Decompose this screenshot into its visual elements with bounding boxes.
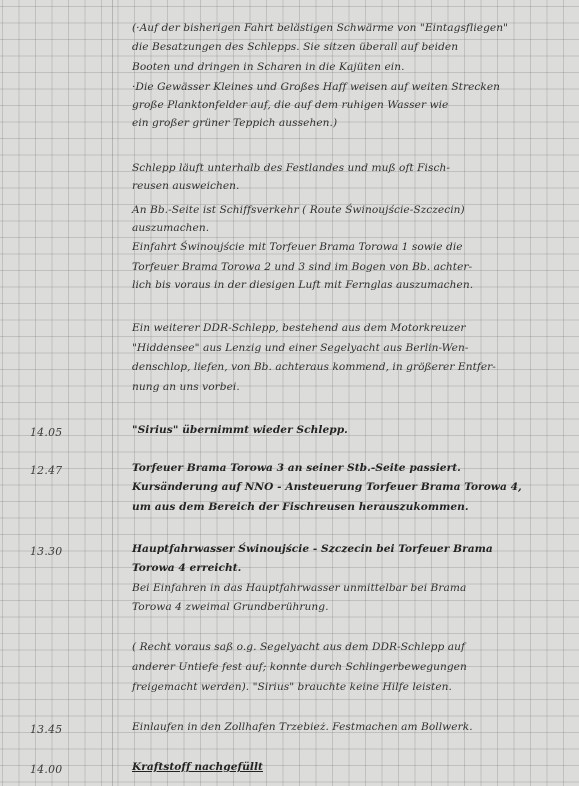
text-line: "Sirius" übernimmt wieder Schlepp.	[132, 424, 348, 436]
time-entry: 14.00	[30, 763, 63, 776]
text-line: Ein weiterer DDR-Schlepp, bestehend aus dem Motorkreuzer	[132, 322, 466, 334]
text-line: Kursänderung auf NNO - Ansteuerung Torfeuer Brama Torowa 4,	[132, 481, 522, 493]
time-entry: 12.47	[30, 464, 63, 477]
text-line: um aus dem Bereich der Fischreusen herauszukommen.	[132, 501, 469, 513]
text-line: (·Auf der bisherigen Fahrt belästigen Schwärme von "Eintagsfliegen"	[132, 22, 509, 34]
text-line: Torfeuer Brama Torowa 2 und 3 sind im Bogen von Bb. achter-	[132, 261, 473, 273]
time-entry: 13.30	[30, 545, 63, 558]
text-line: große Planktonfelder auf, die auf dem ruhigen Wasser wie	[132, 99, 449, 111]
text-line: Einfahrt Świnoujście mit Torfeuer Brama Torowa 1 sowie die	[132, 241, 463, 253]
text-line: die Besatzungen des Schlepps. Sie sitzen überall auf beiden	[132, 41, 459, 53]
text-line: anderer Untiefe fest auf; konnte durch Schlingerbewegungen	[132, 661, 467, 673]
text-line: Kraftstoff nachgefüllt	[132, 761, 263, 773]
text-line: Torowa 4 erreicht.	[132, 562, 242, 574]
time-entry: 13.45	[30, 723, 63, 736]
margin-line	[112, 0, 113, 786]
text-line: auszumachen.	[132, 222, 210, 234]
text-line: Booten und dringen in Scharen in die Kajüten ein.	[132, 61, 405, 73]
text-line: ·Die Gewässer Kleines und Großes Haff weisen auf weiten Strecken	[132, 81, 501, 93]
text-line: ein großer grüner Teppich aussehen.)	[132, 117, 338, 129]
text-line: Torowa 4 zweimal Grundberührung.	[132, 601, 329, 613]
text-line: reusen ausweichen.	[132, 180, 240, 192]
text-line: lich bis voraus in der diesigen Luft mit Fernglas auszumachen.	[132, 279, 474, 291]
text-line: ( Recht voraus saß o.g. Segelyacht aus dem DDR-Schlepp auf	[132, 641, 465, 653]
text-line: nung an uns vorbei.	[132, 381, 240, 393]
text-line: denschlop, liefen, von Bb. achteraus kommend, in größerer Entfer-	[132, 361, 496, 373]
text-line: freigemacht werden). "Sirius" brauchte keine Hilfe leisten.	[132, 681, 452, 693]
text-line: Bei Einfahren in das Hauptfahrwasser unmittelbar bei Brama	[132, 582, 467, 594]
text-line: Einlaufen in den Zollhafen Trzebież. Festmachen am Bollwerk.	[132, 721, 473, 733]
text-line: "Hiddensee" aus Lenzig und einer Segelyacht aus Berlin-Wen-	[132, 342, 469, 354]
text-line: An Bb.-Seite ist Schiffsverkehr ( Route Świnoujście-Szczecin)	[132, 204, 465, 216]
text-line: Hauptfahrwasser Świnoujście - Szczecin bei Torfeuer Brama	[132, 543, 493, 555]
text-line: Torfeuer Brama Torowa 3 an seiner Stb.-Seite passiert.	[132, 462, 461, 474]
text-line: Schlepp läuft unterhalb des Festlandes und muß oft Fisch-	[132, 162, 450, 174]
time-entry: 14.05	[30, 426, 63, 439]
